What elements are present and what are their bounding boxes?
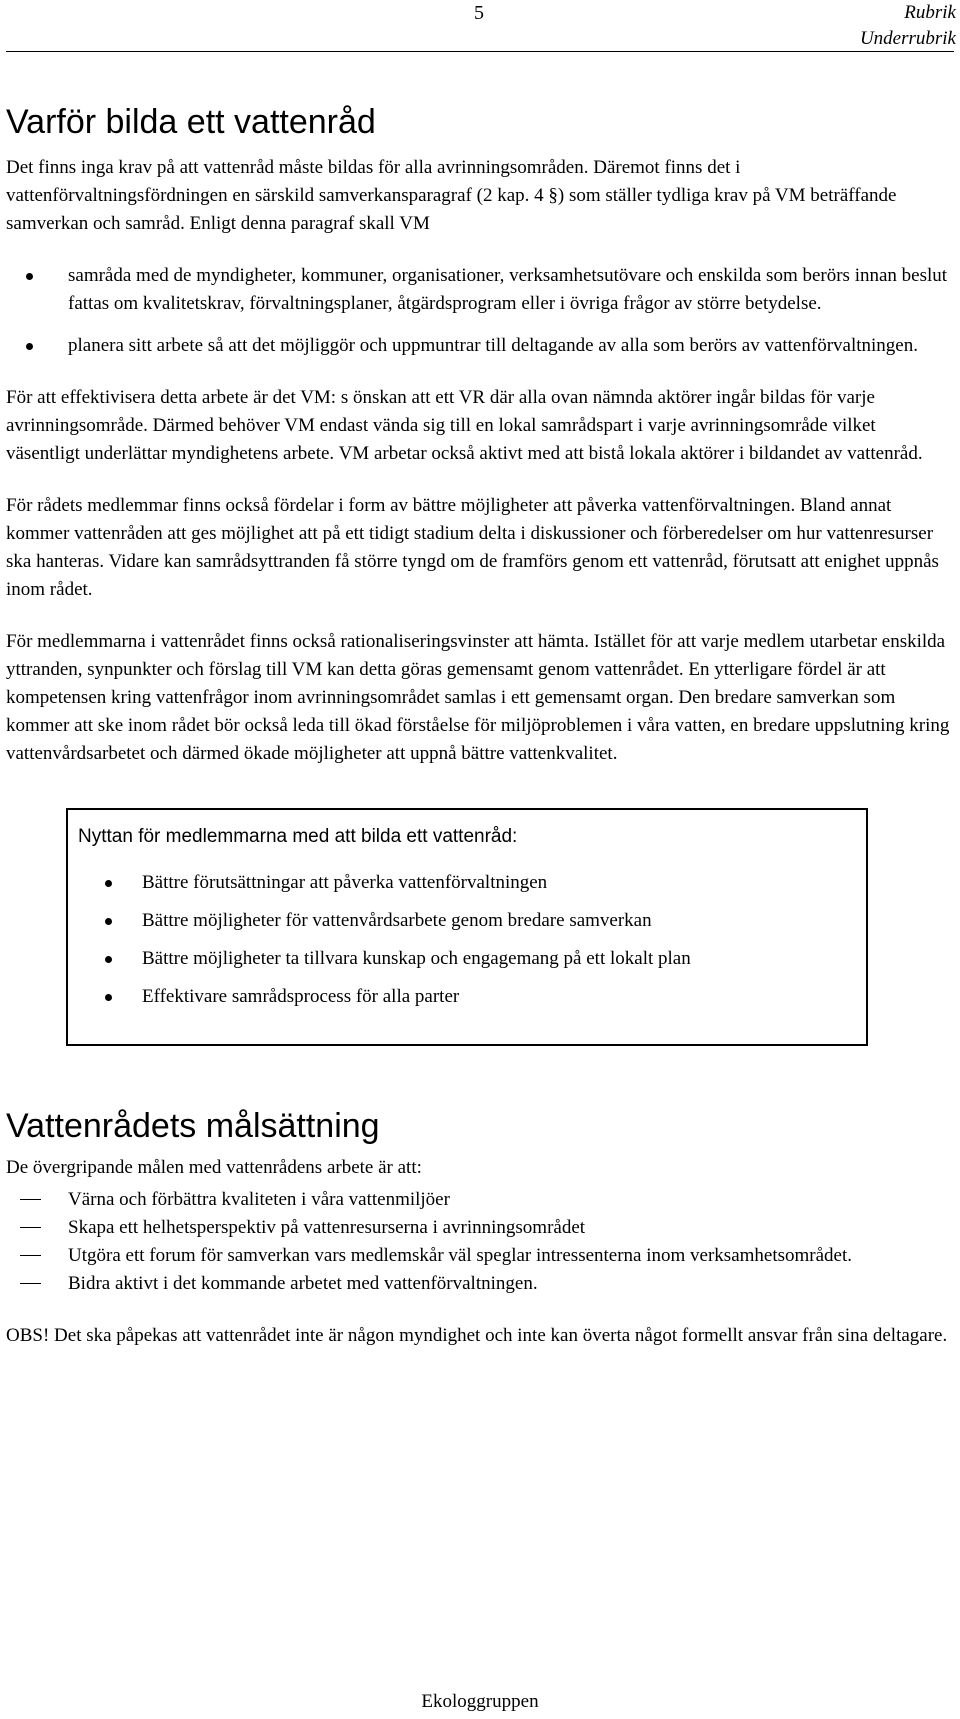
list-item: planera sitt arbete så att det möjliggör och uppmuntrar till deltagande av alla som berörs av vattenförvaltningen. [6,332,954,360]
list-item: Effektivare samrådsprocess för alla parter [68,984,866,1010]
list-item: Bättre möjligheter för vattenvårdsarbete genom bredare samverkan [68,908,866,934]
running-head [860,0,956,52]
goals-list [6,1186,954,1298]
bullet-icon [105,880,112,887]
running-title: Rubrik [904,2,956,23]
requirement-list [6,262,954,360]
running-subtitle: Underrubrik [859,28,956,49]
list-item: Bidra aktivt i det kommande arbetet med vattenförvaltningen. [6,1270,954,1298]
bullet-icon [26,273,33,280]
benefits-box-title: Nyttan för medlemmarna med att bilda ett vattenråd: [78,826,518,847]
dash-icon [20,1255,41,1256]
paragraph: För rådets medlemmar finns också fördelar i form av bättre möjligheter att påverka vattenförvaltningen. Bland annat kommer vattenråden att ges möjlighet att på ett tidigt stadium delta i diskussioner och förberedelser om hur vattenresurser ska hanteras. Vidare kan samrådsyttranden få större tyngd om de framförs genom ett vattenråd, förutsatt att enighet uppnås inom rådet. [6,495,939,600]
list-item: Bättre möjligheter ta tillvara kunskap och engagemang på ett lokalt plan [68,946,866,972]
header-rule [6,51,954,52]
paragraph: För medlemmarna i vattenrådet finns också rationaliseringsvinster att hämta. Istället för att varje medlem utarbetar enskilda yttranden, synpunkter och förslag till VM kan detta göras gemensamt genom vattenrådet. En ytterligare fördel är att kompetensen kring vattenfrågor inom avrinningsområdet samlas i ett gemensamt organ. Den bredare samverkan som kommer att ske inom rådet bör också leda till ökad förståelse för miljöproblemen i våra vatten, en bredare uppslutning kring vattenvårdsarbetet och därmed ökade möjligheter att uppnå bättre vattenkvalitet. [6,631,950,764]
bullet-icon [105,956,112,963]
paragraph: För att effektivisera detta arbete är det VM: s önskan att ett VR där alla ovan nämnda aktörer ingår bildas för varje avrinningsområde. Därmed behöver VM endast vända sig till en lokal samrådspart i varje avrinningsområde vilket väsentligt underlättar myndighetens arbete. VM arbetar också aktivt med att bistå lokala aktörer i bildandet av vattenråd. [6,387,923,464]
section-heading-why: Varför bilda ett vattenråd [6,103,376,141]
note-paragraph: OBS! Det ska påpekas att vattenrådet inte är någon myndighet och inte kan överta något formellt ansvar från sina deltagare. [6,1325,948,1346]
document-body [6,102,954,1350]
goals-intro: De övergripande målen med vattenrådens arbete är att: [6,1157,422,1178]
page-number: 5 [474,2,484,24]
dash-icon [20,1283,41,1284]
list-item: Utgöra ett forum för samverkan vars medlemskår väl speglar intressenterna inom verksamhetsområdet. [6,1242,954,1270]
dash-icon [20,1199,41,1200]
intro-paragraph: Det finns inga krav på att vattenråd måste bildas för alla avrinningsområden. Däremot finns det i vattenförvaltningsfördningen en särskild samverkansparagraf (2 kap. 4 §) som ställer tydliga krav på VM beträffande samverkan och samråd. Enligt denna paragraf skall VM [6,157,897,234]
list-item: Bättre förutsättningar att påverka vattenförvaltningen [68,870,866,896]
list-item: Värna och förbättra kvaliteten i våra vattenmiljöer [6,1186,954,1214]
list-item: Skapa ett helhetsperspektiv på vattenresurserna i avrinningsområdet [6,1214,954,1242]
dash-icon [20,1227,41,1228]
footer: Ekologgruppen [421,1691,539,1712]
bullet-icon [105,918,112,925]
bullet-icon [105,994,112,1001]
benefits-list [68,870,866,1010]
benefits-box [66,808,868,1046]
section-heading-goals: Vattenrådets målsättning [6,1107,380,1145]
list-item: samråda med de myndigheter, kommuner, organisationer, verksamhetsutövare och enskilda som berörs innan beslut fattas om kvalitetskrav, förvaltningsplaner, åtgärdsprogram eller i övriga frågor av större betydelse. [6,262,954,318]
bullet-icon [26,343,33,350]
